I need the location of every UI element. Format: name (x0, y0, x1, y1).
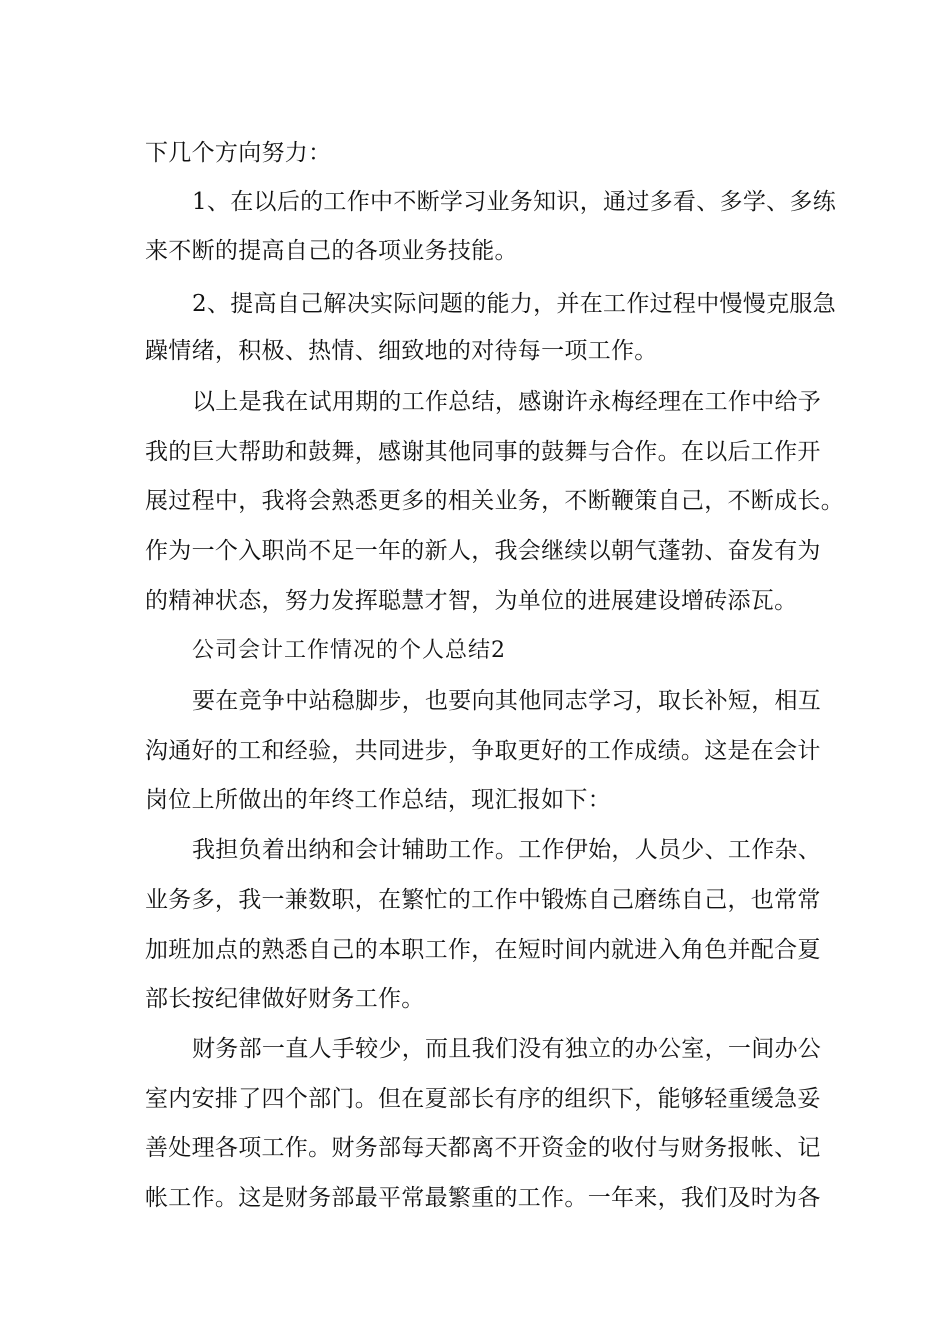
text-line: 展过程中，我将会熟悉更多的相关业务，不断鞭策自己，不断成长。 (145, 488, 844, 514)
text-line: 下几个方向努力： (145, 140, 332, 166)
text-line: 以上是我在试用期的工作总结，感谢许永梅经理在工作中给予 (192, 389, 822, 415)
text-line: 我担负着出纳和会计辅助工作。工作伊始，人员少、工作杂、 (192, 837, 822, 863)
text-line: 岗位上所做出的年终工作总结，现汇报如下： (145, 787, 611, 813)
text-line: 来不断的提高自己的各项业务技能。 (145, 238, 518, 264)
text-line: 部长按纪律做好财务工作。 (145, 986, 425, 1012)
text-line: 财务部一直人手较少，而且我们没有独立的办公室，一间办公 (192, 1036, 822, 1062)
text-line: 作为一个入职尚不足一年的新人，我会继续以朝气蓬勃、奋发有为 (145, 538, 821, 564)
text-line: 的精神状态，努力发挥聪慧才智，为单位的进展建设增砖添瓦。 (145, 588, 798, 614)
text-line: 帐工作。这是财务部最平常最繁重的工作。一年来，我们及时为各 (145, 1185, 821, 1211)
text-line: 躁情绪，积极、热情、细致地的对待每一项工作。 (145, 338, 658, 364)
text-line: 室内安排了四个部门。但在夏部长有序的组织下，能够轻重缓急妥 (145, 1086, 821, 1112)
text-line: 业务多，我一兼数职，在繁忙的工作中锻炼自己磨练自己，也常常 (145, 887, 821, 913)
text-line: 要在竞争中站稳脚步，也要向其他同志学习，取长补短，相互 (192, 688, 822, 714)
text-line: 1、在以后的工作中不断学习业务知识，通过多看、多学、多练 (192, 189, 837, 215)
text-line: 2、提高自己解决实际问题的能力，并在工作过程中慢慢克服急 (192, 291, 837, 317)
text-line: 沟通好的工和经验，共同进步，争取更好的工作成绩。这是在会计 (145, 738, 821, 764)
section-heading: 公司会计工作情况的个人总结2 (192, 638, 506, 663)
text-line: 加班加点的熟悉自己的本职工作，在短时间内就进入角色并配合夏 (145, 937, 821, 963)
text-line: 我的巨大帮助和鼓舞，感谢其他同事的鼓舞与合作。在以后工作开 (145, 439, 821, 465)
text-line: 善处理各项工作。财务部每天都离不开资金的收付与财务报帐、记 (145, 1135, 821, 1161)
